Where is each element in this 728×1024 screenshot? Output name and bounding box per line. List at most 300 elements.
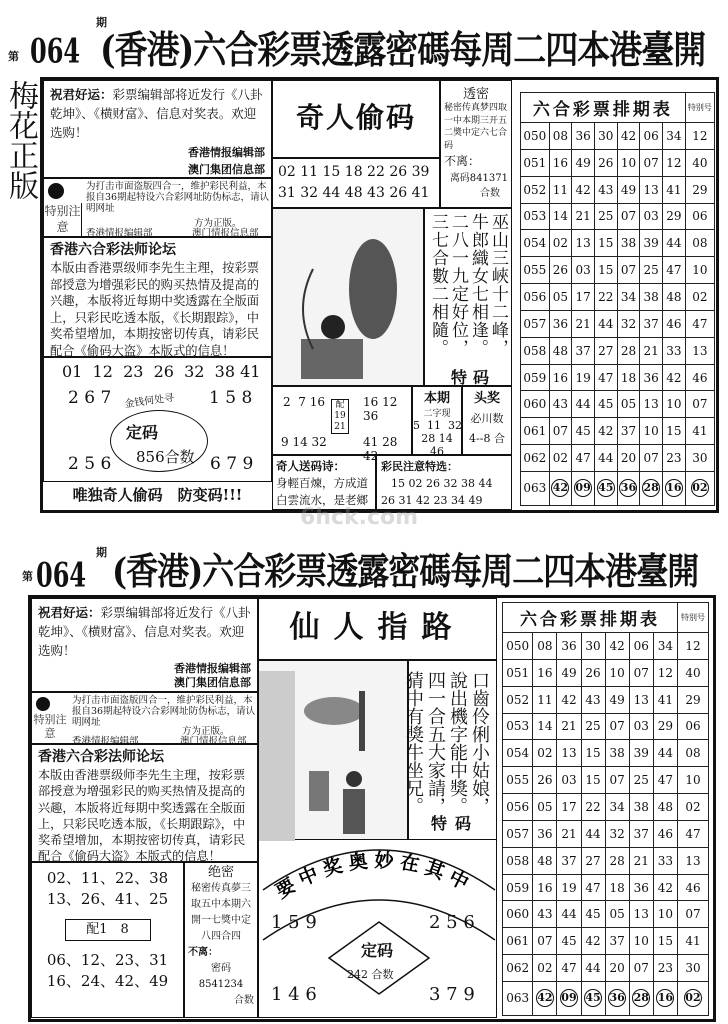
issue-number: 064 [30, 30, 81, 71]
poem-line: 三七合數二相隨。 [428, 213, 448, 357]
table-row [503, 955, 709, 982]
bomb-icon [36, 697, 50, 711]
forum-title: 香港六合彩法师论坛 [50, 242, 176, 258]
number-cell: 37 [629, 820, 653, 847]
number-cell: 47 [557, 955, 581, 982]
issue-cell: 063 [521, 471, 550, 505]
oval-top-right: 1 5 8 [209, 388, 253, 408]
special-number-cell: 13 [685, 337, 714, 364]
special-label: 特码 [451, 368, 496, 387]
special-number-cell: 29 [685, 176, 714, 203]
notice-label: 特别注意 [44, 203, 82, 238]
diamond-bottom-right: 3 7 9 [429, 984, 475, 1005]
special-number-cell: 40 [677, 659, 708, 686]
number-cell: 42 [594, 418, 617, 445]
table-row-current [503, 981, 709, 1015]
notice-text-2: 方为正版。 [194, 218, 242, 229]
number-cell: 12 [653, 659, 677, 686]
issue-cell: 054 [503, 740, 533, 767]
poem2-title: 奇人送码诗： [276, 459, 345, 473]
greeting-sign-1: 香港情报编辑部 [174, 662, 251, 675]
issue-cell: 053 [503, 713, 533, 740]
special-number-cell: 02 [677, 794, 708, 821]
table-row [503, 659, 709, 686]
forum-box [31, 744, 258, 862]
number-cell: 27 [594, 337, 617, 364]
poem-line: 四一合五大家請， [425, 671, 446, 815]
number-cell: 45 [572, 418, 595, 445]
number-cell: 21 [557, 820, 581, 847]
number-cell: 30 [594, 123, 617, 150]
diamond-top-right: 2 5 6 [429, 912, 475, 933]
number-cell [685, 471, 714, 505]
notice-box [31, 692, 258, 747]
number-cell: 11 [533, 686, 557, 713]
greeting-label: 祝君好运： [38, 605, 101, 620]
table-row [503, 847, 709, 874]
diamond-bottom-left: 1 4 6 [271, 984, 317, 1005]
secret-line: 取五中本期六 [191, 899, 251, 910]
number-cell: 15 [594, 257, 617, 284]
secret-sub: 合数 [480, 188, 500, 199]
number-cell: 28 [617, 337, 640, 364]
number-cell [662, 471, 685, 505]
number-cell: 19 [572, 364, 595, 391]
issue-cell: 063 [503, 981, 533, 1015]
number-cell: 34 [662, 123, 685, 150]
notice-sign-1: 香港情报编辑部 [86, 228, 153, 239]
number-cell: 48 [653, 794, 677, 821]
special-number-cell: 08 [685, 230, 714, 257]
feature-numbers [272, 158, 440, 208]
number-cell: 21 [572, 203, 595, 230]
benqi-row-1: 5 11 32 [413, 419, 462, 432]
table-row [503, 713, 709, 740]
circled-number: 42 [551, 479, 569, 497]
number-cell: 06 [640, 123, 663, 150]
number-cell: 37 [640, 310, 663, 337]
number-cell [653, 981, 677, 1015]
number-cell: 26 [594, 149, 617, 176]
poem2-line-1: 身輕百煉，方成道 [276, 476, 368, 490]
number-cell: 17 [572, 284, 595, 311]
table-row [521, 310, 715, 337]
number-cell: 26 [533, 767, 557, 794]
pair-right-top: 16 12 36 [363, 395, 398, 423]
svg-text:要中奖奥妙在其中 [272, 849, 478, 903]
number-cell: 10 [605, 659, 629, 686]
forum-box [43, 237, 272, 357]
special-number-cell: 47 [677, 820, 708, 847]
number-cell: 22 [594, 284, 617, 311]
greeting-sign-2: 澳门集团信息部 [188, 163, 265, 176]
notice-text-2: 方为正版。 [182, 726, 230, 737]
number-cell: 08 [549, 123, 572, 150]
number-cell: 43 [581, 686, 605, 713]
circled-number: 28 [642, 479, 660, 497]
greeting-text: 彩票编辑部将近发行《八卦乾坤》、《横财富》、信息对奖表。欢迎选购！ [38, 605, 251, 658]
number-cell: 14 [533, 713, 557, 740]
issue-cell: 061 [503, 928, 533, 955]
number-cell: 36 [640, 364, 663, 391]
table-row [521, 284, 715, 311]
number-cell [572, 471, 595, 505]
table-row [503, 874, 709, 901]
number-cell: 16 [533, 874, 557, 901]
numbers-row: 06、12、23、31 [46, 951, 169, 969]
secret-code: 离码841371 [449, 173, 508, 184]
arc-label: 要中奖奥妙在其中 [272, 849, 478, 903]
number-cell [605, 981, 629, 1015]
watermark: 6hck.com [300, 505, 419, 530]
circled-number: 36 [619, 479, 637, 497]
secret-box [184, 862, 258, 1018]
number-cell: 19 [557, 874, 581, 901]
number-cell: 10 [640, 418, 663, 445]
number-cell: 42 [557, 686, 581, 713]
special-number-cell: 41 [685, 418, 714, 445]
table-row [521, 391, 715, 418]
secret-code: 密码 8541234 [198, 963, 244, 990]
number-cell: 10 [629, 928, 653, 955]
table-row [503, 633, 709, 660]
table-row [503, 740, 709, 767]
feature-numbers-row-1: 02 11 15 18 22 26 39 [278, 164, 430, 180]
number-cell: 32 [617, 310, 640, 337]
table-header-row [503, 603, 709, 633]
illustration-warriors [272, 208, 424, 386]
number-cell: 21 [640, 337, 663, 364]
number-cell: 49 [572, 149, 595, 176]
secret-box [440, 80, 512, 208]
issue-cell: 059 [503, 874, 533, 901]
number-cell: 43 [533, 901, 557, 928]
poem-line: 說出機字能中獎。 [447, 671, 468, 815]
number-cell [581, 981, 605, 1015]
diamond-center-sub: 242 合数 [347, 968, 394, 981]
number-cell: 22 [581, 794, 605, 821]
number-cell: 36 [572, 123, 595, 150]
notice-box [43, 178, 272, 237]
poem-line: 二八一九定好位， [448, 213, 468, 357]
number-cell: 13 [640, 176, 663, 203]
draw-schedule-table [502, 602, 709, 1016]
number-cell: 38 [605, 740, 629, 767]
circled-number: 09 [560, 989, 578, 1007]
number-cell: 34 [605, 794, 629, 821]
special-number-header: 特别号 [685, 93, 714, 123]
secret-title: 绝密 [207, 865, 234, 880]
number-cell: 07 [617, 257, 640, 284]
number-cell: 32 [605, 820, 629, 847]
number-cell: 44 [572, 391, 595, 418]
issue-cell: 055 [521, 257, 550, 284]
number-cell: 41 [653, 686, 677, 713]
number-cell [533, 981, 557, 1015]
notice-sign-1: 香港情报编辑部 [72, 736, 139, 747]
number-cell: 02 [549, 445, 572, 472]
special-number-cell: 46 [677, 874, 708, 901]
notice-label: 特别注意 [33, 713, 67, 740]
number-cell: 47 [572, 445, 595, 472]
toujiang-sub: 必川数 [470, 412, 504, 425]
number-cell: 38 [640, 284, 663, 311]
issue-prefix: 第 [8, 50, 19, 63]
number-cell [677, 981, 708, 1015]
pair-box [272, 386, 412, 463]
number-cell: 39 [640, 230, 663, 257]
number-cell: 16 [533, 659, 557, 686]
table-row [521, 364, 715, 391]
number-cell: 37 [605, 928, 629, 955]
number-cell: 15 [653, 928, 677, 955]
toujiang-row: 4--8 合 [469, 432, 505, 445]
secret-label: 不离： [444, 154, 481, 168]
pair-left-bottom: 9 14 32 [281, 435, 327, 449]
number-cell: 26 [549, 257, 572, 284]
issue-suffix: 期 [96, 546, 107, 559]
number-cell: 15 [581, 740, 605, 767]
number-cell [594, 471, 617, 505]
number-cell: 20 [605, 955, 629, 982]
special-number-cell: 46 [685, 364, 714, 391]
table-row [503, 901, 709, 928]
issue-cell: 052 [521, 176, 550, 203]
secret-text: 秘密传真梦四取一中本期三开五二奬中定六七合码 [444, 103, 508, 151]
issue-cell: 054 [521, 230, 550, 257]
number-cell: 47 [662, 257, 685, 284]
special-number-cell: 08 [677, 740, 708, 767]
diamond-top-left: 1 5 9 [271, 912, 317, 933]
numbers-row: 13、26、41、25 [46, 890, 169, 908]
benqi-row-2: 28 14 46 [421, 432, 453, 458]
number-cell: 10 [662, 391, 685, 418]
pair-mid-label: 配 [335, 400, 345, 410]
number-cell: 07 [640, 149, 663, 176]
bomb-icon [48, 183, 64, 199]
number-cell [549, 471, 572, 505]
issue-cell: 060 [521, 391, 550, 418]
poem-box [403, 660, 497, 840]
number-cell: 23 [653, 955, 677, 982]
issue-suffix: 期 [96, 16, 107, 29]
number-cell: 47 [581, 874, 605, 901]
number-cell: 05 [533, 794, 557, 821]
page-title: (香港)六合彩票透露密碼每周二四本港臺開 [100, 27, 706, 73]
number-cell: 07 [605, 767, 629, 794]
special-number-cell: 12 [677, 633, 708, 660]
greeting-box [31, 598, 258, 692]
number-cell: 11 [549, 176, 572, 203]
special-number-cell: 06 [685, 203, 714, 230]
number-cell: 38 [629, 794, 653, 821]
number-cell: 25 [640, 257, 663, 284]
number-cell: 21 [629, 847, 653, 874]
greeting-sign-2: 澳门集团信息部 [174, 676, 251, 689]
issue-cell: 051 [521, 149, 550, 176]
table-row-current [521, 471, 715, 505]
number-cell: 03 [629, 713, 653, 740]
issue-cell: 050 [521, 123, 550, 150]
table-row [521, 176, 715, 203]
table-row [503, 820, 709, 847]
slogan: 唯独奇人偷码 防变码!!! [72, 486, 243, 504]
number-cell: 44 [662, 230, 685, 257]
number-cell: 38 [617, 230, 640, 257]
table-row [521, 123, 715, 150]
table-row [521, 203, 715, 230]
table-row [503, 767, 709, 794]
circled-number: 02 [684, 989, 702, 1007]
number-cell: 05 [617, 391, 640, 418]
special-number-cell: 40 [685, 149, 714, 176]
number-cell: 13 [640, 391, 663, 418]
table-row [521, 149, 715, 176]
number-cell: 39 [629, 740, 653, 767]
number-cell: 45 [581, 901, 605, 928]
number-cell [617, 471, 640, 505]
feature-title: 仙人指路 [258, 598, 497, 660]
number-cell: 48 [533, 847, 557, 874]
number-cell: 16 [549, 149, 572, 176]
table-title: 六合彩票排期表 [521, 93, 686, 123]
table-row [521, 445, 715, 472]
number-cell: 44 [557, 901, 581, 928]
picks-title: 彩民注意特选： [381, 460, 458, 473]
toujiang-title: 头奖 [473, 391, 500, 406]
number-cell: 34 [653, 633, 677, 660]
picks-row-2: 26 31 42 23 34 49 [381, 494, 483, 507]
forum-text: 本版由香港票级师李先生主理，按彩票部授意为增强彩民的购买热情及提高的兴趣，本版将近每期中奖透露在全版面上，只彩民吃透本版，《长期跟踪》，中奖希望增加，本期按密切传真，请彩民配合《偷码大盗》本版式的信息！ [38, 768, 246, 864]
number-cell [557, 981, 581, 1015]
number-cell: 42 [662, 364, 685, 391]
number-cell: 47 [653, 767, 677, 794]
number-cell: 46 [662, 310, 685, 337]
oval-top-left: 2 6 7 [68, 388, 112, 408]
benqi-title: 本期 [423, 391, 450, 406]
special-number-cell: 41 [677, 928, 708, 955]
poem [428, 213, 508, 363]
number-cell: 26 [581, 659, 605, 686]
poem2-line-2: 白雲流水，是老鄉 [276, 493, 368, 507]
circled-number: 42 [536, 989, 554, 1007]
greeting-text: 彩票编辑部将近发行《八卦乾坤》、《横财富》、信息对奖表。欢迎选购！ [50, 87, 263, 140]
number-cell: 42 [572, 176, 595, 203]
number-cell: 30 [581, 633, 605, 660]
number-cell: 48 [662, 284, 685, 311]
number-cell: 13 [557, 740, 581, 767]
picks-row-1: 15 02 26 32 38 44 [391, 477, 493, 490]
issue-cell: 061 [521, 418, 550, 445]
circled-number: 45 [584, 989, 602, 1007]
poem-box [424, 208, 512, 386]
number-cell: 15 [581, 767, 605, 794]
number-cell: 06 [629, 633, 653, 660]
number-cell: 29 [653, 713, 677, 740]
number-cell: 13 [629, 901, 653, 928]
issue-cell: 058 [521, 337, 550, 364]
secret-title: 透密 [462, 87, 489, 102]
number-cell: 43 [594, 176, 617, 203]
greeting-box [43, 80, 272, 178]
number-cell: 44 [594, 310, 617, 337]
number-cell: 07 [640, 445, 663, 472]
number-cell: 14 [549, 203, 572, 230]
table-row [521, 337, 715, 364]
number-cell: 13 [572, 230, 595, 257]
special-number-cell: 30 [677, 955, 708, 982]
number-cell: 15 [594, 230, 617, 257]
fixed-code-box [43, 357, 272, 482]
circled-number: 45 [597, 479, 615, 497]
number-cell: 20 [617, 445, 640, 472]
number-cell: 03 [557, 767, 581, 794]
number-cell: 49 [605, 686, 629, 713]
issue-prefix: 第 [22, 570, 33, 583]
oval-center-sub: 856合数 [136, 448, 195, 466]
special-number-cell: 06 [677, 713, 708, 740]
special-number-cell: 10 [685, 257, 714, 284]
issue-cell: 056 [503, 794, 533, 821]
pair-mid-1: 19 [334, 411, 346, 421]
number-cell: 44 [653, 740, 677, 767]
issue-cell: 051 [503, 659, 533, 686]
issue-cell: 050 [503, 633, 533, 660]
number-cell: 05 [549, 284, 572, 311]
number-cell: 46 [653, 820, 677, 847]
number-cell: 07 [629, 955, 653, 982]
number-cell: 07 [629, 659, 653, 686]
number-cell: 21 [572, 310, 595, 337]
number-cell: 37 [557, 847, 581, 874]
number-cell: 18 [605, 874, 629, 901]
circled-number: 09 [574, 479, 592, 497]
special-label: 特码 [431, 814, 480, 833]
number-cell: 10 [653, 901, 677, 928]
number-cell: 15 [662, 418, 685, 445]
table-title: 六合彩票排期表 [503, 603, 678, 633]
feature-numbers-row-2: 31 32 44 48 43 26 41 [278, 185, 430, 201]
issue-cell: 056 [521, 284, 550, 311]
special-number-cell: 13 [677, 847, 708, 874]
special-number-cell: 47 [685, 310, 714, 337]
number-cell: 25 [581, 713, 605, 740]
issue-cell: 062 [503, 955, 533, 982]
oval-center-label: 定码 [126, 423, 159, 442]
poem-line: 口齒伶俐小姑娘， [469, 671, 490, 815]
special-number-cell: 12 [685, 123, 714, 150]
number-cell: 42 [605, 633, 629, 660]
issue-cell: 055 [503, 767, 533, 794]
number-cell: 49 [557, 659, 581, 686]
circled-number: 36 [608, 989, 626, 1007]
table-header-row [521, 93, 715, 123]
secret-line: 開一七獎中定 [191, 915, 251, 926]
numbers-row: 02、11、22、38 [46, 869, 169, 887]
number-cell: 07 [533, 928, 557, 955]
notice-sign-2: 澳门情报信息部 [180, 736, 247, 747]
number-cell: 42 [581, 928, 605, 955]
greeting-label: 祝君好运： [50, 87, 113, 102]
table-row [521, 257, 715, 284]
notice-text: 为打击市面盗版四合一，维护彩民利益，本报自36期起特设六合彩网址防伪标志，请认明网址 [72, 695, 256, 728]
circled-number: 02 [691, 479, 709, 497]
circled-number: 16 [656, 989, 674, 1007]
secret-line: 秘密传真夢三 [191, 883, 251, 894]
poem-line: 猜中有獎牛坐兄。 [403, 671, 424, 815]
number-cell: 21 [557, 713, 581, 740]
diamond-center-label: 定码 [361, 941, 394, 960]
